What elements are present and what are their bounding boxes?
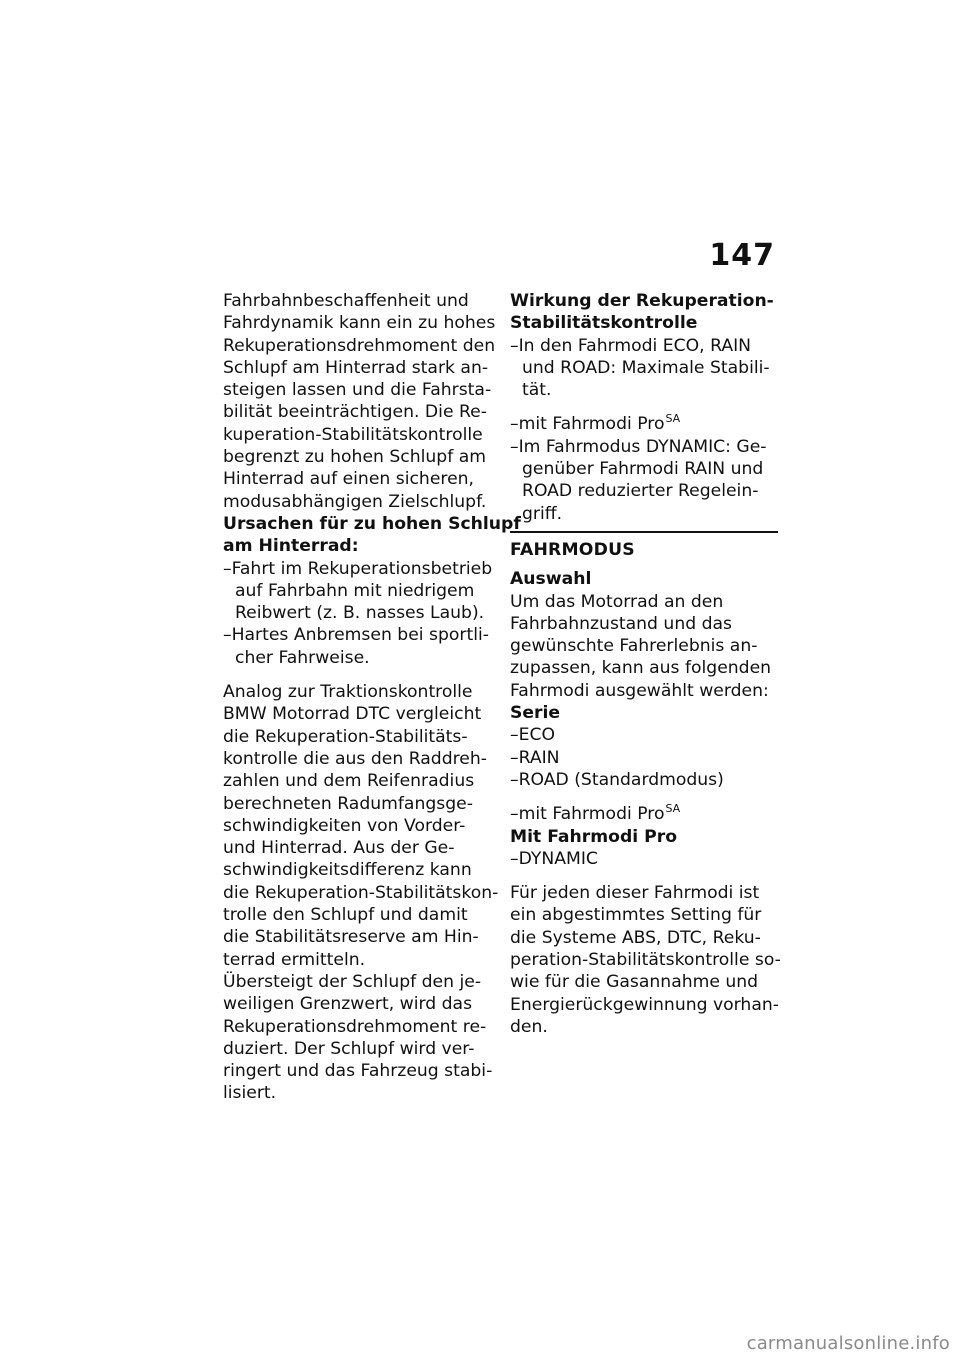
text-line: –Im Fahrmodus DYNAMIC: Ge- bbox=[510, 436, 767, 457]
heading-line: am Hinterrad: bbox=[223, 536, 359, 557]
heading-line: Ursachen für zu hohen Schlupf bbox=[223, 513, 521, 534]
list-item-sa bbox=[510, 408, 778, 435]
right-column bbox=[510, 290, 781, 1038]
text-line: Schlupf am Hinterrad stark an- bbox=[223, 357, 489, 378]
list-item: –DYNAMIC bbox=[510, 848, 598, 869]
text-line: modusabhängigen Zielschlupf. bbox=[223, 491, 487, 512]
heading-line: Stabilitätskontrolle bbox=[510, 313, 698, 334]
text-line: die Systeme ABS, DTC, Reku- bbox=[510, 927, 761, 948]
text-line: –In den Fahrmodi ECO, RAIN bbox=[510, 335, 752, 356]
heading-line: Mit Fahrmodi Pro bbox=[510, 826, 678, 847]
text-line: genüber Fahrmodi RAIN und bbox=[522, 459, 764, 480]
heading-line: FAHRMODUS bbox=[510, 539, 635, 560]
text-line: Analog zur Traktionskontrolle bbox=[223, 682, 473, 703]
serie-list bbox=[510, 724, 778, 791]
list-item bbox=[223, 558, 495, 625]
text-line: Fahrbahnbeschaffenheit und bbox=[223, 291, 469, 311]
text-line: schwindigkeiten von Vorder- bbox=[223, 815, 466, 836]
text-line: Fahrbahnzustand und das bbox=[510, 613, 732, 634]
sa-text: –mit Fahrmodi Pro bbox=[510, 414, 665, 435]
section-divider bbox=[510, 531, 778, 533]
watermark: carmanualsonline.info bbox=[746, 1333, 950, 1354]
heading-line: Auswahl bbox=[510, 569, 592, 590]
auswahl-heading bbox=[510, 568, 778, 590]
text-line: BMW Motorrad DTC vergleicht bbox=[223, 704, 482, 725]
text-line: zupassen, kann aus folgenden bbox=[510, 658, 772, 679]
text-line bbox=[510, 408, 778, 435]
section-title bbox=[510, 539, 778, 561]
list-item bbox=[223, 624, 495, 669]
text-line: den. bbox=[510, 1016, 548, 1037]
list-item-sa bbox=[510, 798, 778, 825]
text-line: kontrolle die aus den Raddreh- bbox=[223, 748, 487, 769]
threshold-paragraph bbox=[223, 971, 495, 1105]
text-line: Reibwert (z. B. nasses Laub). bbox=[235, 603, 485, 624]
text-line: tät. bbox=[522, 380, 552, 401]
left-column bbox=[223, 290, 521, 1105]
text-line: Rekuperationsdrehmoment den bbox=[223, 335, 496, 356]
text-line: bilität beeinträchtigen. Die Re- bbox=[223, 402, 487, 423]
auswahl-paragraph bbox=[510, 591, 778, 702]
text-line: wie für die Gasannahme und bbox=[510, 972, 759, 993]
text-line: griff. bbox=[522, 503, 563, 524]
text-line: ringert und das Fahrzeug stabi- bbox=[223, 1061, 493, 1082]
final-paragraph bbox=[510, 882, 781, 1038]
text-line: Fahrdynamik kann ein zu hohes bbox=[223, 313, 496, 334]
text-line: schwindigkeitsdifferenz kann bbox=[223, 860, 472, 881]
text-line: kuperation-Stabilitätskontrolle bbox=[223, 424, 483, 445]
text-line bbox=[510, 798, 778, 825]
text-line: berechneten Radumfangsge- bbox=[223, 793, 473, 814]
text-line: die Rekuperation-Stabilitäts- bbox=[223, 726, 468, 747]
text-line: Um das Motorrad an den bbox=[510, 591, 724, 612]
sa-superscript: SA bbox=[665, 412, 681, 426]
text-line: weiligen Grenzwert, wird das bbox=[223, 994, 473, 1015]
intro-paragraph bbox=[223, 290, 495, 513]
text-line: Hinterrad auf einen sicheren, bbox=[223, 469, 475, 490]
text-line: lisiert. bbox=[223, 1083, 277, 1104]
list-item: –ECO bbox=[510, 725, 555, 746]
effect-heading bbox=[510, 290, 778, 335]
list-item: –RAIN bbox=[510, 747, 560, 768]
text-line: begrenzt zu hohen Schlupf am bbox=[223, 447, 487, 468]
text-line: die Rekuperation-Stabilitätskon- bbox=[223, 882, 499, 903]
text-line: steigen lassen und die Fahrsta- bbox=[223, 380, 492, 401]
text-line: Rekuperationsdrehmoment re- bbox=[223, 1016, 487, 1037]
causes-heading bbox=[223, 513, 521, 558]
list-item bbox=[510, 335, 778, 402]
text-line: Fahrmodi ausgewählt werden: bbox=[510, 680, 769, 701]
text-line: –Fahrt im Rekuperationsbetrieb bbox=[223, 558, 493, 579]
dtc-paragraph bbox=[223, 681, 499, 971]
list-item bbox=[510, 436, 778, 525]
heading-line: Serie bbox=[510, 703, 561, 724]
text-line: ein abgestimmtes Setting für bbox=[510, 905, 762, 926]
heading-line: Wirkung der Rekuperation- bbox=[510, 291, 774, 311]
text-line: terrad ermitteln. bbox=[223, 949, 366, 970]
text-line: gewünschte Fahrerlebnis an- bbox=[510, 636, 758, 657]
text-line: –Hartes Anbremsen bei sportli- bbox=[223, 625, 489, 646]
text-line: cher Fahrweise. bbox=[235, 647, 370, 668]
sa-superscript: SA bbox=[665, 802, 681, 816]
text-line: duziert. Der Schlupf wird ver- bbox=[223, 1038, 475, 1059]
pro-list bbox=[510, 848, 778, 870]
serie-heading bbox=[510, 702, 778, 724]
text-line: ROAD reduzierter Regelein- bbox=[522, 481, 759, 502]
text-line: und ROAD: Maximale Stabili- bbox=[522, 357, 770, 378]
page-number: 147 bbox=[709, 238, 775, 273]
text-line: die Stabilitätsreserve am Hin- bbox=[223, 927, 479, 948]
text-line: Energierückgewinnung vorhan- bbox=[510, 994, 779, 1015]
text-line: Für jeden dieser Fahrmodi ist bbox=[510, 883, 760, 904]
text-line: auf Fahrbahn mit niedrigem bbox=[235, 580, 475, 601]
list-item: –ROAD (Standardmodus) bbox=[510, 769, 724, 790]
text-line: peration-Stabilitätskontrolle so- bbox=[510, 950, 781, 971]
text-line: und Hinterrad. Aus der Ge- bbox=[223, 838, 455, 859]
text-line: trolle den Schlupf und damit bbox=[223, 905, 468, 926]
text-line: zahlen und dem Reifenradius bbox=[223, 771, 475, 792]
sa-text: –mit Fahrmodi Pro bbox=[510, 804, 665, 825]
text-line: Übersteigt der Schlupf den je- bbox=[223, 971, 482, 992]
pro-heading bbox=[510, 826, 778, 848]
